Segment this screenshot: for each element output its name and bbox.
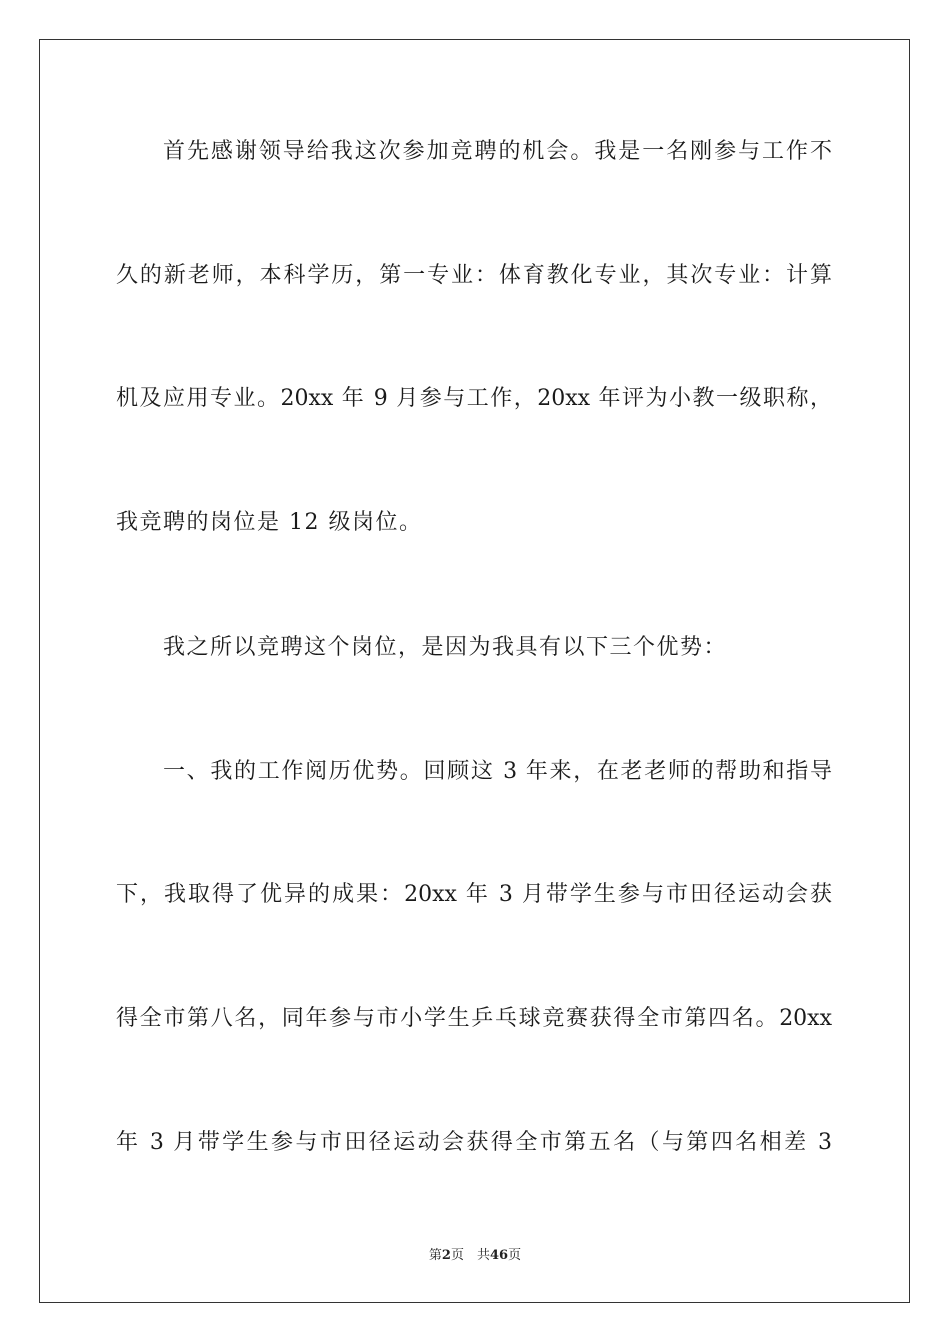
footer-page-mid: 页 共 [450,1248,490,1263]
page-footer [0,1247,950,1265]
paragraph-line-4: 我竞聘的岗位是 12 级岗位。 [116,510,423,535]
paragraph-line-5: 我之所以竞聘这个岗位，是因为我具有以下三个优势： [163,635,728,660]
paragraph-line-7: 下，我取得了优异的成果：20xx 年 3 月带学生参与市田径运动会获 [116,882,832,907]
paragraph-line-3: 机及应用专业。20xx 年 9 月参与工作，20xx 年评为小教一级职称， [116,386,832,411]
footer-page-total: 46 [489,1248,509,1263]
footer-page-suffix: 页 [508,1248,522,1263]
footer-page-prefix: 第 [428,1248,442,1263]
paragraph-line-8: 得全市第八名，同年参与市小学生乒乓球竞赛获得全市第四名。20xx [116,1006,832,1031]
paragraph-line-9: 年 3 月带学生参与市田径运动会获得全市第五名（与第四名相差 3 [116,1130,832,1155]
footer-page-current: 2 [441,1248,451,1263]
paragraph-line-6: 一、我的工作阅历优势。回顾这 3 年来，在老老师的帮助和指导 [163,759,832,784]
paragraph-line-2: 久的新老师，本科学历，第一专业：体育教化专业，其次专业：计算 [116,263,832,288]
paragraph-line-1: 首先感谢领导给我这次参加竞聘的机会。我是一名刚参与工作不 [163,139,832,164]
page-frame [39,39,910,1303]
